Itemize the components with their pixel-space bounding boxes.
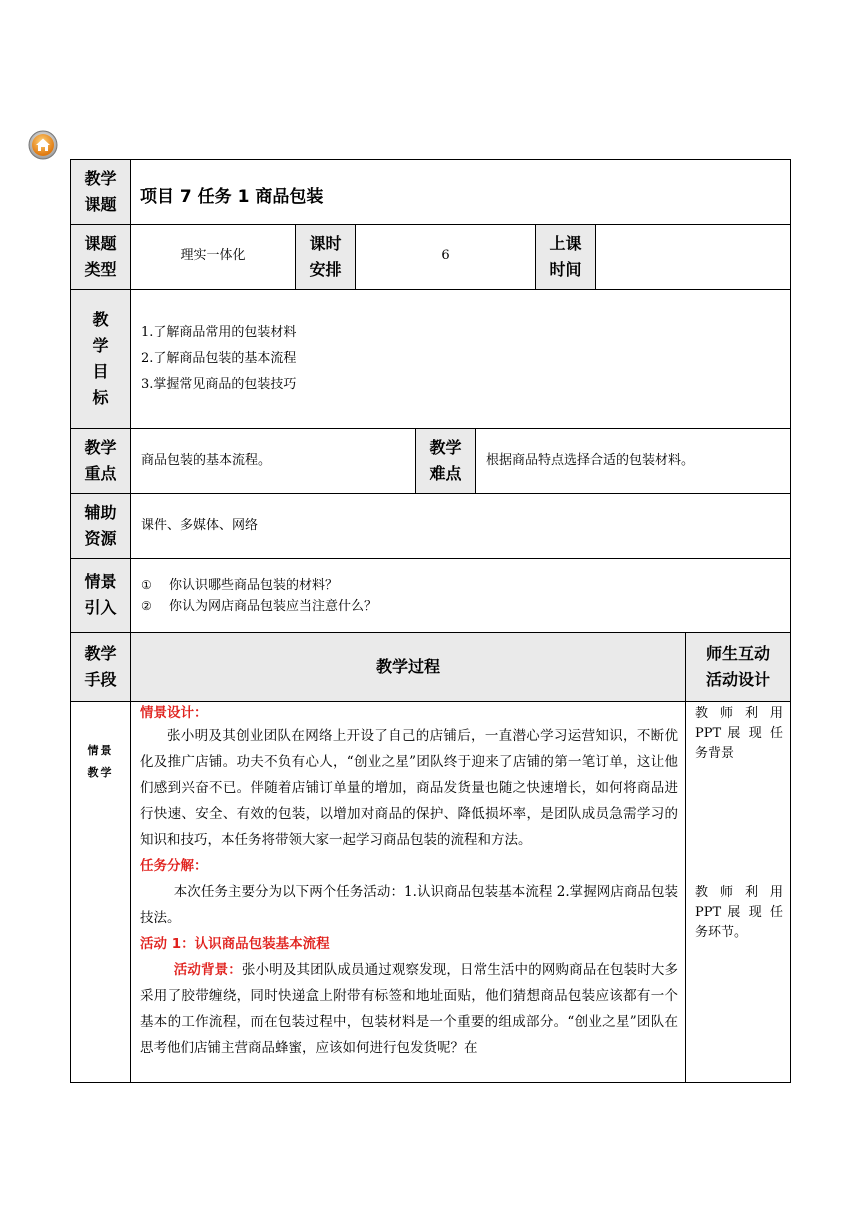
key-label: 教学 重点: [71, 429, 130, 493]
background-text: 张小明及其团队成员通过观察发现，日常生活中的网购商品在包装时大多采用了胶带缠绕，同时快递盒上附带有标签和地址面贴，他们猜想商品包装应该都有一个基本的工作流程，而在包装过程中，包装材料是一个重要的组成部分。“创业之星”团队在思考他们店铺主营商品蜂蜜，应该如何进行包发货呢？在: [140, 962, 679, 1056]
intro-list: [141, 575, 741, 617]
intro-item: [141, 596, 741, 617]
hours-label: 课时 安排: [296, 225, 355, 289]
intro-text: 你认识哪些商品包装的材料？: [169, 578, 339, 593]
goal-item: 1.了解商品常用的包装材料: [141, 325, 297, 340]
topic-value: 项目 7 任务 1 商品包装: [140, 187, 324, 207]
goal-item: 2.了解商品包装的基本流程: [141, 351, 297, 366]
interaction-header: 师生互动 活动设计: [686, 633, 790, 701]
activity-background: [140, 957, 678, 1061]
interaction-note-1: 教 师 利 用 PPT 展 现 任务背景: [695, 706, 783, 761]
intro-marker: ②: [141, 599, 152, 613]
background-label: 活动背景：: [173, 962, 242, 978]
process-content: [140, 703, 678, 1061]
interaction-note-2: 教 师 利 用 PPT 展 现 任务环节。: [695, 885, 783, 940]
goal-item: 3.掌握常见商品的包装技巧: [141, 377, 297, 392]
type-value: 理实一体化: [180, 248, 246, 263]
topic-label: 教学 课题: [71, 160, 130, 224]
activity-heading: 活动 1：认识商品包装基本流程: [140, 936, 330, 952]
means-header: 教学 手段: [71, 633, 130, 701]
type-label: 课题 类型: [71, 225, 130, 289]
time-label: 上课 时间: [536, 225, 595, 289]
scene-heading: 情景设计：: [140, 705, 208, 721]
goals-list: [141, 320, 661, 398]
intro-label: 情景 引入: [71, 559, 130, 632]
scene-text: 张小明及其创业团队在网络上开设了自己的店铺后，一直潜心学习运营知识，不断优化及推广店铺。功夫不负有心人，“创业之星”团队终于迎来了店铺的第一笔订单，这让他们感到兴奋不已。伴随着店铺订单量的增加，商品发货量也随之快速增长，如何将商品进行快速、安全、有效的包装，以增加对商品的保护、降低损坏率，是团队成员急需学习的知识和技巧，本任务将带领大家一起学习商品包装的流程和方法。: [140, 728, 678, 848]
difficulty-label: 教学 难点: [416, 429, 475, 493]
key-value: 商品包装的基本流程。: [141, 453, 272, 468]
goals-label: 教 学 目 标: [71, 290, 130, 428]
difficulty-value: 根据商品特点选择合适的包装材料。: [486, 453, 695, 468]
means-value: 情景 教学: [87, 744, 114, 779]
intro-marker: ①: [141, 578, 152, 592]
intro-item: [141, 575, 741, 596]
task-text: 本次任务主要分为以下两个任务活动：1.认识商品包装基本流程 2.掌握网店商品包装技法。: [140, 884, 678, 926]
task-heading: 任务分解：: [140, 858, 208, 874]
hours-value: 6: [441, 248, 450, 263]
resources-label: 辅助 资源: [71, 494, 130, 558]
intro-text: 你认为网店商品包装应当注意什么？: [169, 599, 378, 614]
process-header: 教学过程: [131, 633, 685, 701]
resources-value: 课件、多媒体、网络: [141, 518, 259, 533]
